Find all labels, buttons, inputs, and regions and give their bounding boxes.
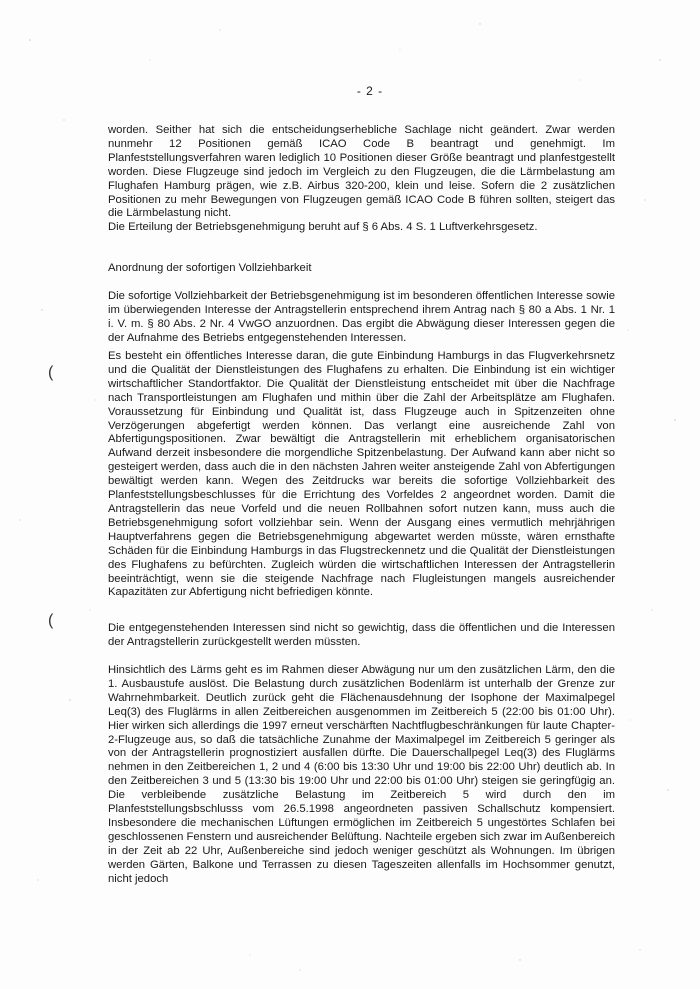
page-number: - 2 -	[356, 84, 384, 98]
paragraph-erteilung: Die Erteilung der Betriebsgenehmigung beruht auf § 6 Abs. 4 S. 1 Luftverkehrsgesetz.	[108, 221, 538, 233]
paragraph-oeffentliches-interesse: Es besteht ein öffentliches Interesse daran, die gute Einbindung Hamburgs in das Flugverkehrsnetz und die Qualität der Dienstleistungen des Flughafens zu erhalten. Die Einbindung ist ein wichtiger wirtschaftlicher Standortfaktor. Die Qualität der Dienstleistung entscheidet mit über die Nachfrage nach Transportleistungen am Flughafen und mithin über die Zahl der Arbeitsplätze am Flughafen. Voraussetzung für Einbindung und Qualität ist, dass Flugzeuge auch in Spitzenzeiten ohne Verzögerungen abgefertigt werden können. Das verlangt eine ausreichende Zahl von Abfertigungspositionen. Zwar bewältigt die Antragstellerin mit erheblichem organisatorischen Aufwand derzeit insbesondere die morgendliche Spitzenbelastung. Der Aufwand kann aber nicht so gesteigert werden, dass auch die in den nächsten Jahren weiter ansteigende Zahl von Abfertigungen bewältigt werden kann. Wegen des Zeitdrucks war bereits die sofortige Vollziehbarkeit des Planfeststellungsbeschlusses für die Errichtung des Vorfeldes 2 angeordnet worden. Damit die Antragstellerin das neue Vorfeld und die neuen Rollbahnen sofort nutzen kann, muss auch die Betriebsgenehmigung sofort vollziehbar sein. Wenn der Ausgang eines vermutlich mehrjährigen Hauptverfahrens gegen die Betriebsgenehmigung abgewartet werden müsste, wären ernsthafte Schäden für die Einbindung Hamburgs in das Flugstreckennetz und die Qualität der Dienstleistungen des Flughafens zu befürchten. Zugleich würden die wirtschaftlichen Interessen der Antragstellerin beeinträchtigt, wenn sie die steigende Nachfrage nach Flugleistungen mangels ausreichender Kapazitäten zur Abfertigung nicht befriedigen könnte.	[108, 350, 615, 599]
paragraph-laerm: Hinsichtlich des Lärms geht es im Rahmen dieser Abwägung nur um den zusätzlichen Lärm, den die 1. Ausbaustufe auslöst. Die Belastung durch zusätzlichen Bodenlärm ist unterhalb der Grenze zur Wahrnehmbarkeit. Deutlich zurück geht die Flächenausdehnung der Isophone der Maximalpegel Leq(3) des Fluglärms in allen Zeitbereichen ausgenommen im Zeitbereich 5 (22:00 bis 01:00 Uhr). Hier wirken sich allerdings die 1997 erneut verschärften Nachtflugbeschränkungen für laute Chapter-2-Flugzeuge aus, so daß die tatsächliche Zunahme der Maximalpegel im Zeitbereich 5 geringer als von der Antragstellerin prognostiziert ausfallen dürfte. Die Dauerschallpegel Leq(3) des Fluglärms nehmen in den Zeitbereichen 1, 2 und 4 (6:00 bis 13:30 Uhr und 19:00 bis 22:00 Uhr) deutlich ab. In den Zeitbereichen 3 und 5 (13:30 bis 19:00 Uhr und 22:00 bis 01:00 Uhr) steigen sie geringfügig an. Die verbleibende zusätzliche Belastung im Zeitbereich 5 wird durch den im Planfeststellungsbschlusss vom 26.5.1998 angeordneten passiven Schallschutz kompensiert. Insbesondere die mechanischen Lüftungen ermöglichen im Zeitbereich 5 ungestörtes Schlafen bei geschlossenen Fenstern und ausreichender Belüftung. Nachteile ergeben sich zwar im Außenbereich in der Zeit ab 22 Uhr, Außenbereiche sind jedoch weniger geschützt als Wohnungen. Im übrigen werden Gärten, Balkone und Terrassen zu diesen Tageszeiten allenfalls im Hochsommer genutzt, nicht jedoch	[108, 664, 615, 885]
paragraph-anordnung: Die sofortige Vollziehbarkeit der Betriebsgenehmigung ist im besonderen öffentlichen Interesse sowie im überwiegenden Interesse der Antragstellerin entsprechend ihrem Antrag nach § 80 a Abs. 1 Nr. 1 i. V. m. § 80 Abs. 2 Nr. 4 VwGO anzuordnen. Das ergibt die Abwägung dieser Interessen gegen die der Aufnahme des Betriebs entgegenstehenden Interessen.	[108, 290, 615, 344]
paragraph-sachlage: worden. Seither hat sich die entscheidungserhebliche Sachlage nicht geändert. Zwar werden nunmehr 12 Positionen gemäß ICAO Code B beantragt und genehmigt. Im Planfeststellungsverfahren waren lediglich 10 Positionen dieser Größe beantragt und planfestgestellt worden. Diese Flugzeuge sind jedoch im Vergleich zu den Flugzeugen, die die Lärmbelastung am Flughafen Hamburg prägen, wie z.B. Airbus 320-200, klein und leise. Sofern die 2 zusätzlichen Positionen zu mehr Bewegungen von Flugzeugen gemäß ICAO Code B führen sollten, steigert das die Lärmbelastung nicht.	[108, 124, 615, 220]
margin-bracket-mark: (	[48, 364, 54, 381]
paragraph-entgegenstehende-interessen: Die entgegenstehenden Interessen sind nicht so gewichtig, dass die öffentlichen und die Interessen der Antragstellerin zurückgestellt werden müssten.	[108, 622, 615, 648]
margin-bracket-mark: (	[48, 612, 54, 629]
section-heading-vollziehbarkeit: Anordnung der sofortigen Vollziehbarkeit	[108, 262, 312, 274]
